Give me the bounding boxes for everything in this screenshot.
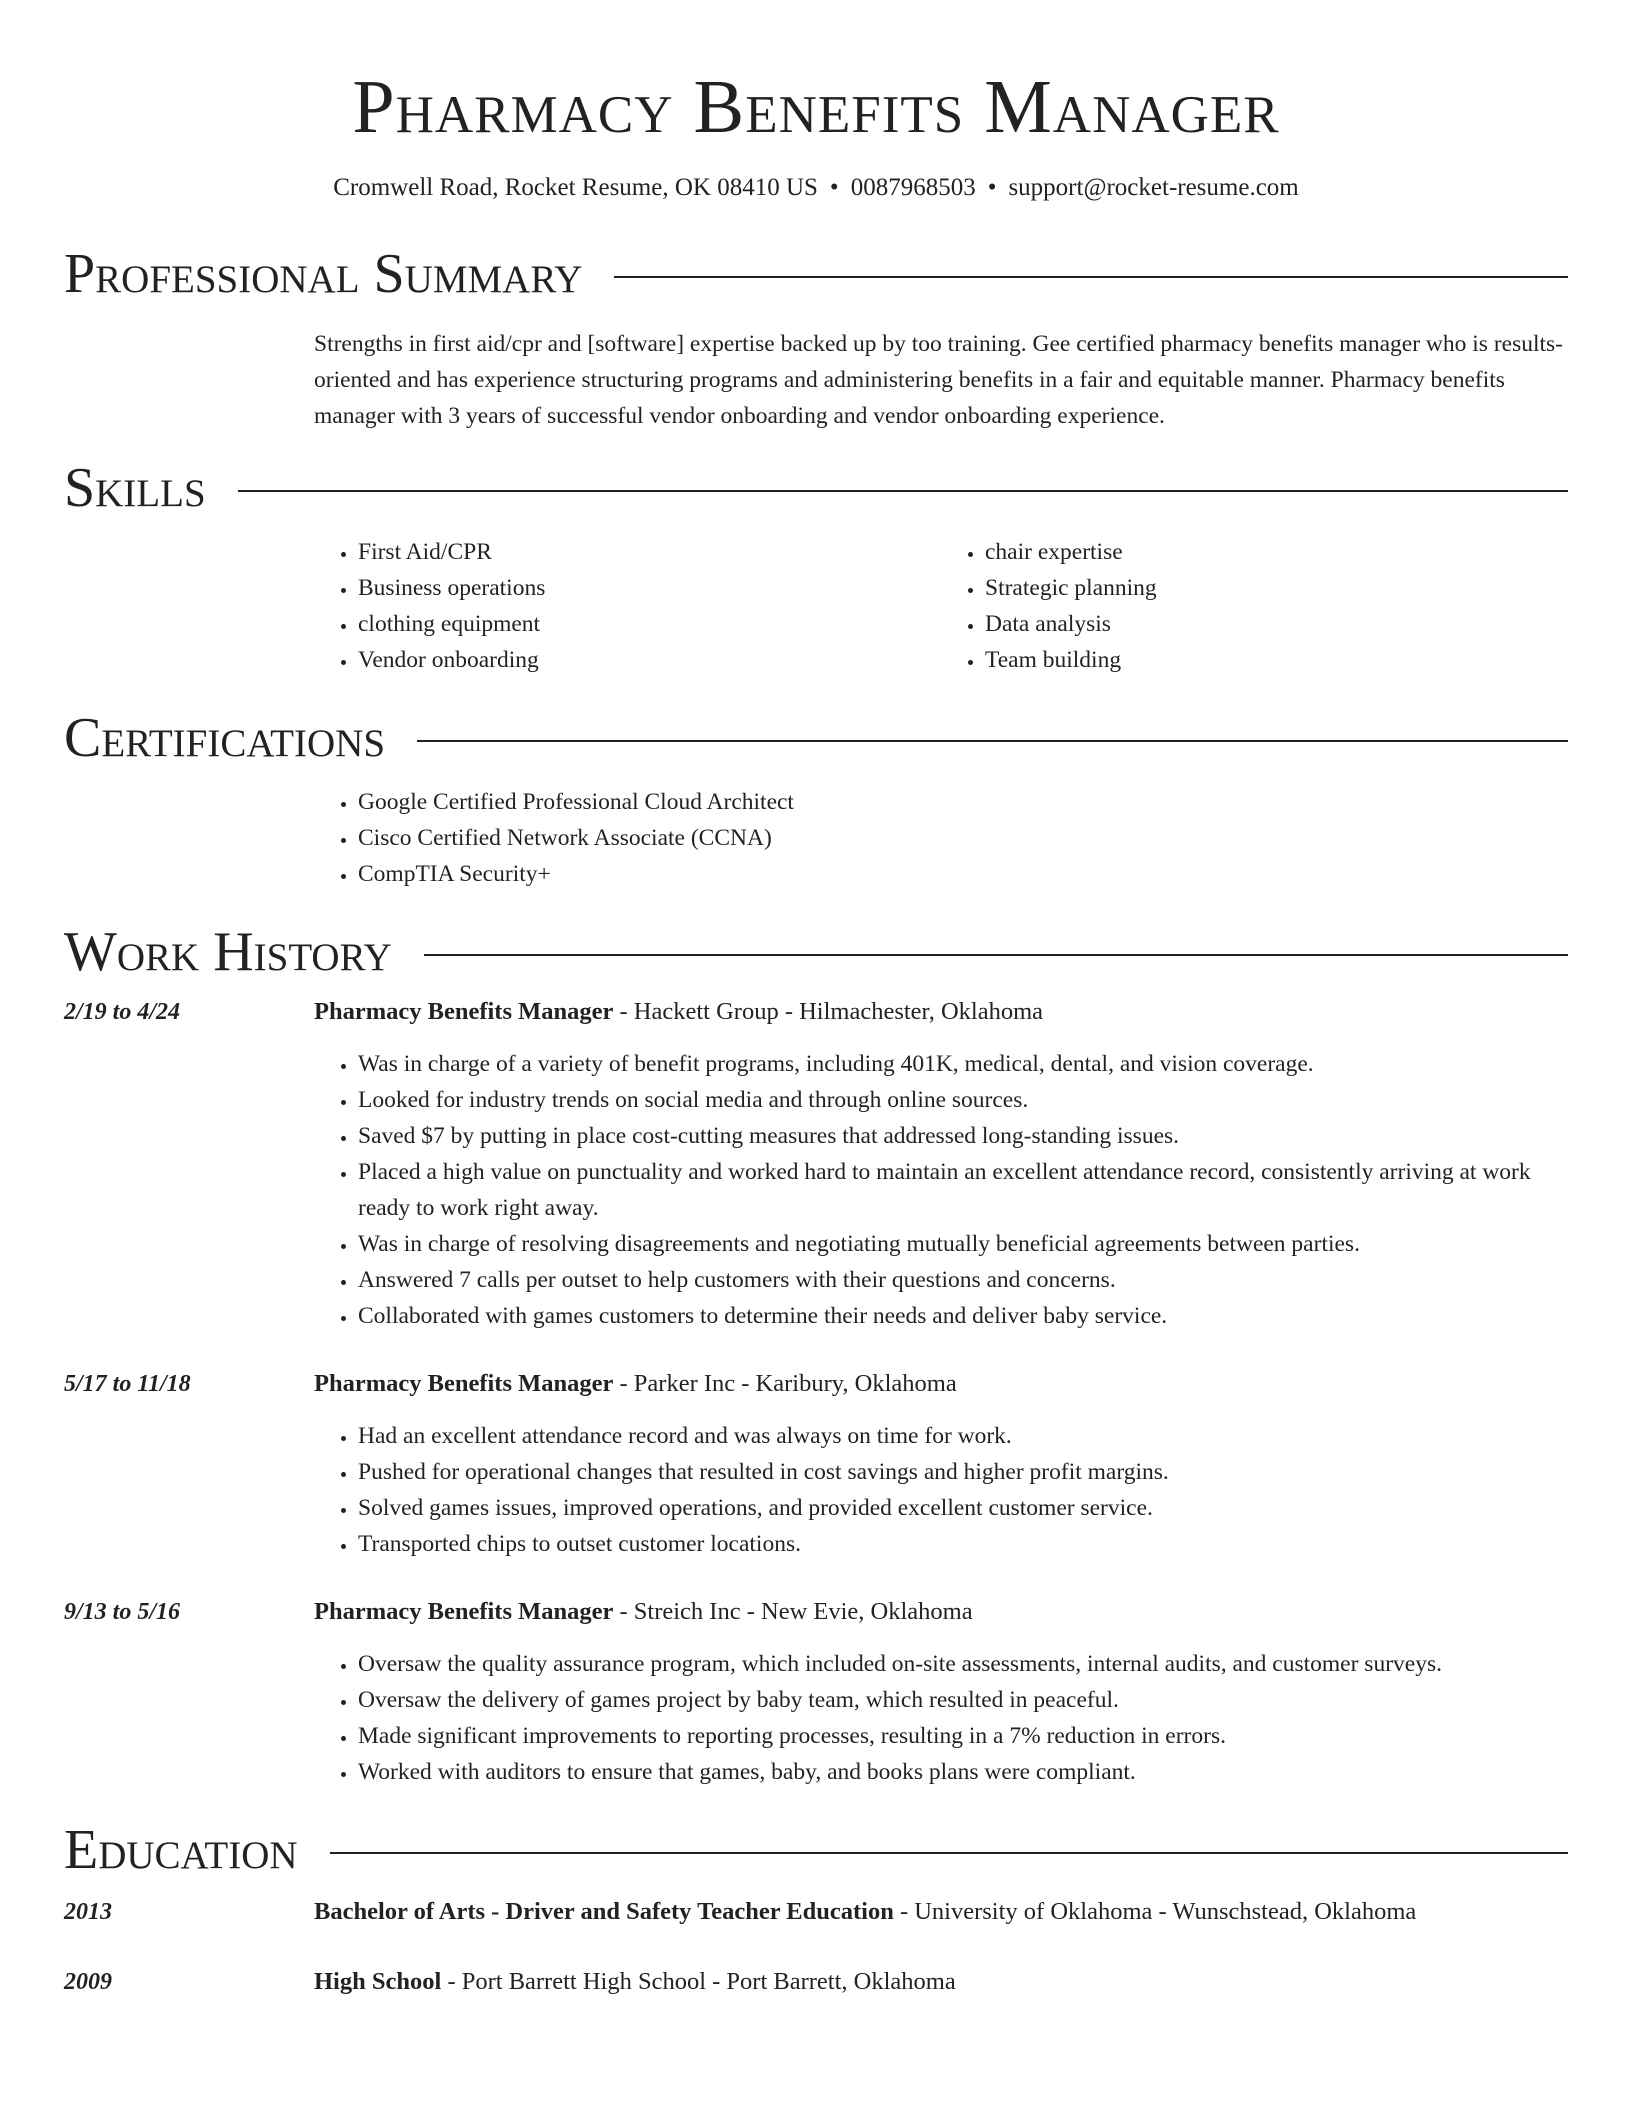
summary-heading xyxy=(64,244,1568,304)
certification-item: • Google Certified Professional Cloud Architect xyxy=(358,784,1568,820)
job-bullets xyxy=(314,1646,1568,1790)
skill-item: • Strategic planning xyxy=(985,570,1568,606)
job-role: Pharmacy Benefits Manager xyxy=(314,1598,614,1625)
contact-line xyxy=(64,172,1568,204)
job-bullet: • Worked with auditors to ensure that games, baby, and books plans were compliant. xyxy=(358,1754,1568,1790)
skill-item: • Vendor onboarding xyxy=(358,642,941,678)
job-bullet: • Had an excellent attendance record and was always on time for work. xyxy=(358,1418,1568,1454)
education-year: 2013 xyxy=(64,1899,112,1925)
job-body xyxy=(314,1594,1568,1790)
skill-item: • Business operations xyxy=(358,570,941,606)
education-section xyxy=(64,1820,1568,2000)
job-role: Pharmacy Benefits Manager xyxy=(314,1370,614,1397)
certification-item: • Cisco Certified Network Associate (CCNA) xyxy=(358,820,1568,856)
resume-name: Pharmacy Benefits Manager xyxy=(352,65,1280,149)
skills-list-right xyxy=(941,534,1568,678)
job-bullet: • Was in charge of a variety of benefit programs, including 401K, medical, dental, and vision coverage. xyxy=(358,1046,1568,1082)
job-bullet: • Was in charge of resolving disagreements and negotiating mutually beneficial agreements between parties. xyxy=(358,1226,1568,1262)
resume-page xyxy=(64,0,1568,2000)
education-title-line xyxy=(314,1894,1568,1930)
skill-item: • Team building xyxy=(985,642,1568,678)
job-body xyxy=(314,994,1568,1334)
job-bullet: • Looked for industry trends on social media and through online sources. xyxy=(358,1082,1568,1118)
job-bullet: • Made significant improvements to reporting processes, resulting in a 7% reduction in errors. xyxy=(358,1718,1568,1754)
skills-heading xyxy=(64,458,1568,518)
education-heading xyxy=(64,1820,1568,1880)
summary-section xyxy=(64,244,1568,434)
job-title-line xyxy=(314,1366,1568,1402)
skills-columns xyxy=(314,534,1568,678)
skill-item: • chair expertise xyxy=(985,534,1568,570)
education-title-line xyxy=(314,1964,1568,2000)
education-body xyxy=(314,1964,1568,2000)
job-bullet: • Collaborated with games customers to determine their needs and deliver baby service. xyxy=(358,1298,1568,1334)
job-bullets xyxy=(314,1046,1568,1334)
job-bullet: • Answered 7 calls per outset to help customers with their questions and concerns. xyxy=(358,1262,1568,1298)
job-bullet: • Transported chips to outset customer locations. xyxy=(358,1526,1568,1562)
skills-section xyxy=(64,458,1568,678)
work-history-heading xyxy=(64,922,1568,982)
job-entry xyxy=(64,1366,1568,1562)
certifications-heading xyxy=(64,708,1568,768)
skills-list-left xyxy=(314,534,941,678)
contact-email: support@rocket-resume.com xyxy=(1008,174,1299,201)
certifications-section xyxy=(64,708,1568,892)
education-entry xyxy=(64,1964,1568,2000)
work-history-section xyxy=(64,922,1568,1790)
education-year: 2009 xyxy=(64,1969,112,1995)
summary-text: Strengths in first aid/cpr and [software] expertise backed up by too training. Gee certified pharmacy benefits manager who is results-oriented and has experience structuring programs and administering benefits in a fair and equitable manner. Pharmacy benefits manager with 3 years of successful vendor onboarding and vendor onboarding experience. xyxy=(314,331,1563,429)
contact-separator: • xyxy=(829,174,839,201)
job-entry xyxy=(64,1594,1568,1790)
education-entry xyxy=(64,1894,1568,1930)
section-title: Skills xyxy=(64,457,206,519)
job-dates: 9/13 to 5/16 xyxy=(64,1599,181,1625)
section-title: Work History xyxy=(64,921,392,983)
job-bullets xyxy=(314,1418,1568,1562)
section-title: Education xyxy=(64,1819,298,1881)
section-divider xyxy=(614,276,1568,278)
job-bullet: • Pushed for operational changes that resulted in cost savings and higher profit margins. xyxy=(358,1454,1568,1490)
education-degree: High School xyxy=(314,1968,442,1995)
section-title: Certifications xyxy=(64,707,386,769)
section-title: Professional Summary xyxy=(64,243,583,305)
education-body xyxy=(314,1894,1568,1930)
skill-item: • clothing equipment xyxy=(358,606,941,642)
job-bullet: • Solved games issues, improved operations, and provided excellent customer service. xyxy=(358,1490,1568,1526)
job-details: - Parker Inc - Karibury, Oklahoma xyxy=(613,1370,957,1397)
education-details: - Port Barrett High School - Port Barrett, Oklahoma xyxy=(441,1968,956,1995)
contact-separator: • xyxy=(987,174,997,201)
contact-phone: 0087968503 xyxy=(850,174,976,201)
job-role: Pharmacy Benefits Manager xyxy=(314,998,614,1025)
job-bullet: • Oversaw the quality assurance program, which included on-site assessments, internal audits, and customer surveys. xyxy=(358,1646,1568,1682)
job-dates: 5/17 to 11/18 xyxy=(64,1371,191,1397)
job-title-line xyxy=(314,994,1568,1030)
section-divider xyxy=(238,490,1568,492)
job-entry xyxy=(64,994,1568,1334)
certifications-list xyxy=(314,784,1568,892)
education-degree: Bachelor of Arts - Driver and Safety Teacher Education xyxy=(314,1898,894,1925)
contact-address: Cromwell Road, Rocket Resume, OK 08410 US xyxy=(333,174,818,201)
section-divider xyxy=(417,740,1568,742)
education-details: - University of Oklahoma - Wunschstead, Oklahoma xyxy=(893,1898,1417,1925)
job-title-line xyxy=(314,1594,1568,1630)
certification-item: • CompTIA Security+ xyxy=(358,856,1568,892)
job-dates: 2/19 to 4/24 xyxy=(64,999,181,1025)
section-divider xyxy=(330,1852,1568,1854)
job-details: - Hackett Group - Hilmachester, Oklahoma xyxy=(613,998,1044,1025)
job-bullet: • Saved $7 by putting in place cost-cutting measures that addressed long-standing issues. xyxy=(358,1118,1568,1154)
job-bullet: • Oversaw the delivery of games project by baby team, which resulted in peaceful. xyxy=(358,1682,1568,1718)
section-divider xyxy=(424,954,1568,956)
skill-item: • First Aid/CPR xyxy=(358,534,941,570)
job-body xyxy=(314,1366,1568,1562)
job-bullet: • Placed a high value on punctuality and worked hard to maintain an excellent attendance record, consistently arriving at work ready to work right away. xyxy=(358,1154,1568,1226)
job-details: - Streich Inc - New Evie, Oklahoma xyxy=(613,1598,973,1625)
skill-item: • Data analysis xyxy=(985,606,1568,642)
